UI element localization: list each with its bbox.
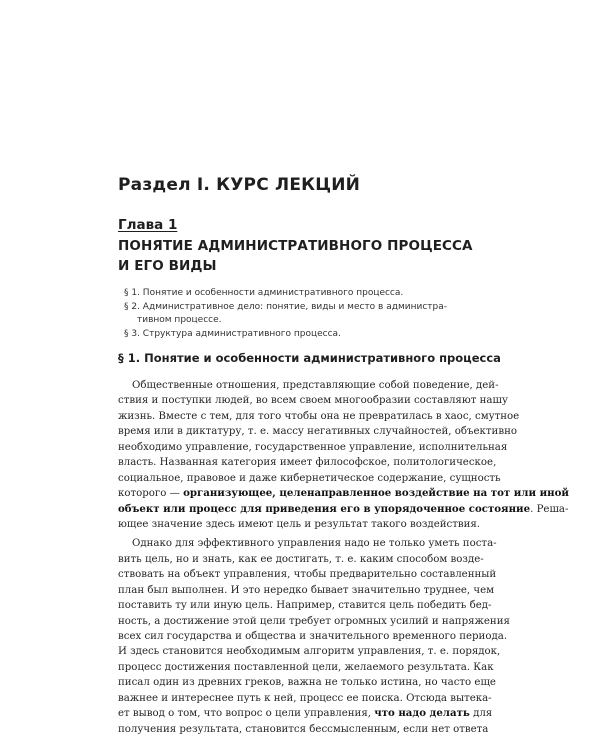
body-line: Общественные отношения, представляющие собой поведение, дей- (132, 380, 499, 391)
chapter-title-line-2: И ЕГО ВИДЫ (118, 258, 217, 274)
body-text-run: которого — (118, 488, 184, 500)
body-line: всех сил государства и общества и значительного временного периода. (118, 631, 508, 642)
section-title: Раздел I. КУРС ЛЕКЦИЙ (118, 175, 361, 195)
body-line: процесс достижения поставленной цели, желаемого результата. Как (118, 661, 494, 673)
body-line: ность, а достижение этой цели требует огромных усилий и напряжения (118, 615, 510, 627)
toc-item-3: § 3. Структура административного процесса. (124, 328, 341, 339)
body-line: поставить ту или иную цель. Например, ставится цель победить бед- (118, 600, 492, 612)
chapter-title (118, 236, 473, 276)
body-line (118, 486, 569, 501)
chapter-contents-list (124, 287, 484, 341)
toc-item-2-line-2: тивном процессе. (137, 315, 222, 325)
toc-item-1: § 1. Понятие и особенности административного процесса. (124, 288, 404, 298)
body-text-run: для (469, 708, 493, 720)
body-line: ствовать на объект управления, чтобы предварительно составленный (118, 569, 497, 581)
chapter-title-line-1: ПОНЯТИЕ АДМИНИСТРАТИВНОГО ПРОЦЕССА (118, 238, 473, 254)
paragraph-heading: § 1. Понятие и особенности административного процесса (118, 351, 501, 365)
body-line: вить цель, но и знать, как ее достигать, т. е. каким способом возде- (118, 553, 484, 565)
body-text-run: . Реша- (530, 503, 569, 515)
body-line: важнее и интереснее путь к ней, процесс ее поиска. Отсюда вытека- (118, 692, 492, 704)
body-line: власть. Названная категория имеет философское, политологическое, (118, 457, 497, 469)
body-line: необходимо управление, государственное управление, исполнительная (118, 441, 508, 453)
body-line: ющее значение здесь имеют цель и результат такого воздействия. (118, 518, 481, 530)
body-line (118, 502, 569, 517)
body-line: социальное, правовое и даже кибернетическое содержание, сущность (118, 472, 501, 484)
body-line: получения результата, становится бессмысленным, если нет ответа (118, 723, 489, 735)
body-line (118, 706, 493, 721)
chapter-label: Глава 1 (118, 217, 178, 233)
body-line: план был выполнен. И это нередко бывает значительно труднее, чем (118, 584, 495, 596)
body-line: ствия и поступки людей, во всем своем многообразии составляют нашу (118, 395, 508, 407)
body-text-run: ет вывод о том, что вопрос о цели управления, (118, 708, 375, 720)
emphasis-text: организующее, целенаправленное воздействие на тот или иной (183, 487, 569, 500)
body-line: Однако для эффективного управления надо не только уметь поста- (132, 538, 497, 550)
body-line: время или в диктатуру, т. е. массу негативных случайностей, объективно (118, 426, 517, 438)
emphasis-text: объект или процесс для приведения его в упорядоченное состояние (118, 502, 531, 515)
body-line: жизнь. Вместе с тем, для того чтобы она не превратилась в хаос, смутное (118, 410, 520, 422)
body-text (118, 378, 569, 737)
emphasis-text: что надо делать (374, 707, 470, 720)
body-line: писал один из древних греков, важна не только истина, но часто еще (118, 677, 496, 689)
body-line: И здесь становится необходимым алгоритм управления, т. е. порядок, (118, 646, 501, 658)
toc-item-2-line-1: § 2. Административное дело: понятие, виды и место в администра- (124, 301, 447, 312)
